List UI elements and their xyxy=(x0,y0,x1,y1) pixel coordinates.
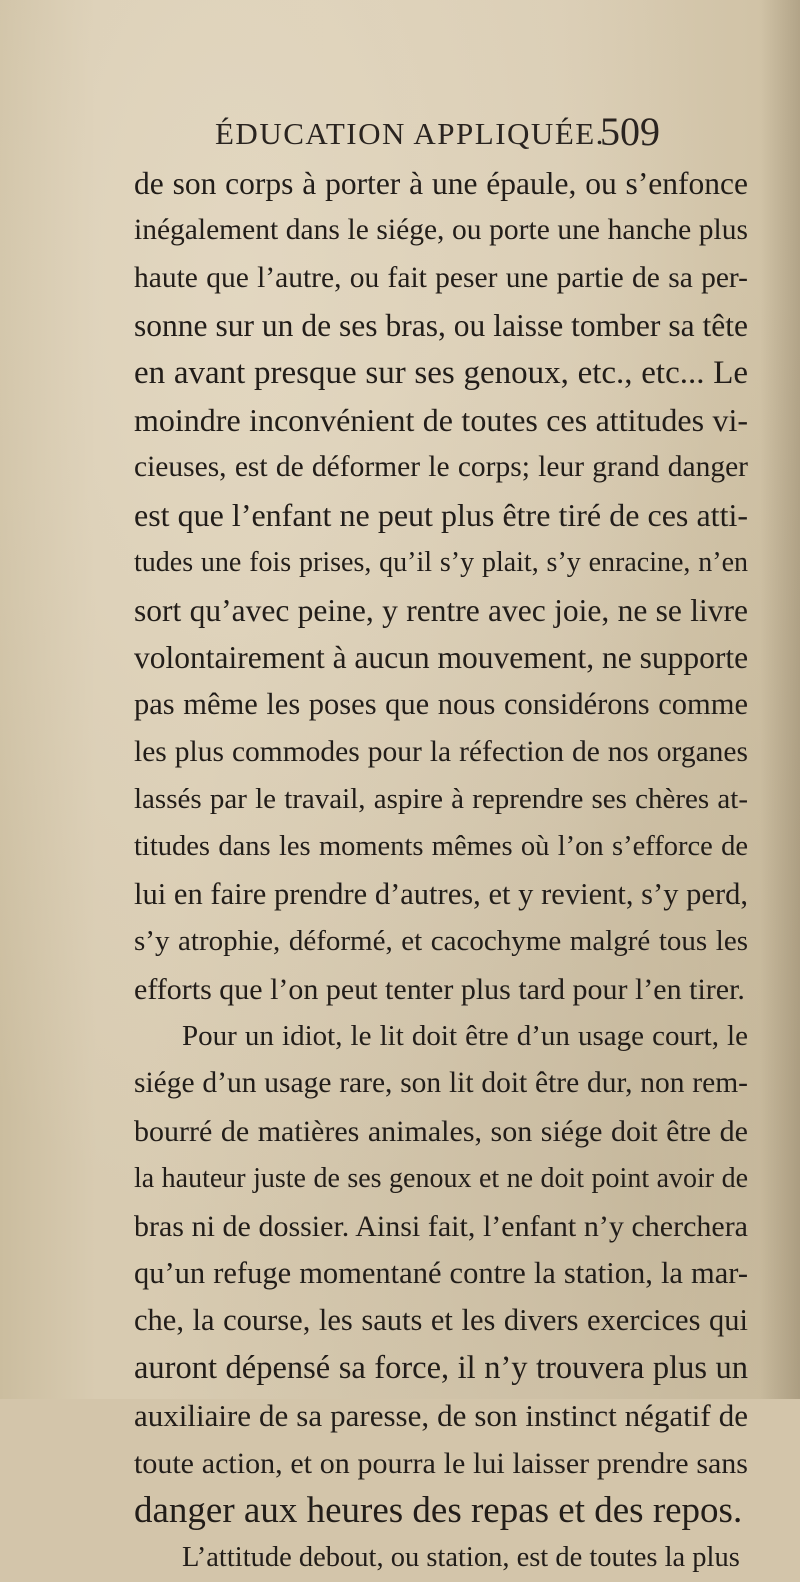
text-line: titudes dans les moments mêmes où l’on s’efforce de xyxy=(134,831,748,863)
text-line: toute action, et on pourra le lui laisser prendre sans xyxy=(134,1446,748,1480)
text-line: volontairement à aucun mouvement, ne supporte xyxy=(134,639,749,675)
text-line: danger aux heures des repas et des repos. xyxy=(134,1489,743,1531)
text-line: les plus commodes pour la réfection de nos organes xyxy=(134,735,748,768)
text-line: auxiliaire de sa paresse, de son instinct négatif de xyxy=(134,1398,748,1434)
text-line: de son corps à porter à une épaule, ou s’enfonce xyxy=(134,166,748,201)
text-line: cieuses, est de déformer le corps; leur grand danger xyxy=(134,451,748,484)
text-line: sort qu’avec peine, y rentre avec joie, ne se livre xyxy=(134,592,748,628)
body-text xyxy=(134,160,748,1582)
text-line: bras ni de dossier. Ainsi fait, l’enfant n’y cherchera xyxy=(134,1209,748,1243)
text-line: moindre inconvénient de toutes ces attitudes vi- xyxy=(134,401,748,438)
text-line: inégalement dans le siége, ou porte une hanche plus xyxy=(134,214,748,247)
paragraph-start-line: L’attitude debout, ou station, est de toutes la plus xyxy=(182,1542,740,1574)
text-line: pas même les poses que nous considérons comme xyxy=(134,687,748,722)
text-line: efforts que l’on peut tenter plus tard pour l’en tirer. xyxy=(134,972,745,1006)
paragraph-start-line: Pour un idiot, le lit doit être d’un usage court, le xyxy=(182,1020,748,1053)
text-line: che, la course, les sauts et les divers exercices qui xyxy=(134,1303,748,1338)
running-title: ÉDUCATION APPLIQUÉE. xyxy=(215,116,605,151)
text-line: sonne sur un de ses bras, ou laisse tomber sa tête xyxy=(134,308,748,344)
text-line: bourré de matières animales, son siége doit être de xyxy=(134,1114,748,1148)
page-number: 509 xyxy=(600,109,660,154)
page-header xyxy=(0,108,800,158)
text-line: lui en faire prendre d’autres, et y revient, s’y perd, xyxy=(134,876,748,911)
text-line: qu’un refuge momentané contre la station, la mar- xyxy=(134,1255,748,1290)
text-line: tudes une fois prises, qu’il s’y plait, s’y enracine, n’en xyxy=(134,547,748,579)
text-line: la hauteur juste de ses genoux et ne doit point avoir de xyxy=(134,1163,748,1195)
text-line: lassés par le travail, aspire à reprendre ses chères at- xyxy=(134,783,748,816)
text-line: en avant presque sur ses genoux, etc., etc... Le xyxy=(134,354,748,391)
text-line: auront dépensé sa force, il n’y trouvera plus un xyxy=(134,1349,748,1386)
page-edge-shadow xyxy=(760,0,800,1399)
text-line: siége d’un usage rare, son lit doit être dur, non rem- xyxy=(134,1067,748,1100)
text-line: haute que l’autre, ou fait peser une partie de sa per- xyxy=(134,261,748,294)
text-line: est que l’enfant ne peut plus être tiré de ces atti- xyxy=(134,496,748,533)
text-line: s’y atrophie, déformé, et cacochyme malgré tous les xyxy=(134,925,748,958)
